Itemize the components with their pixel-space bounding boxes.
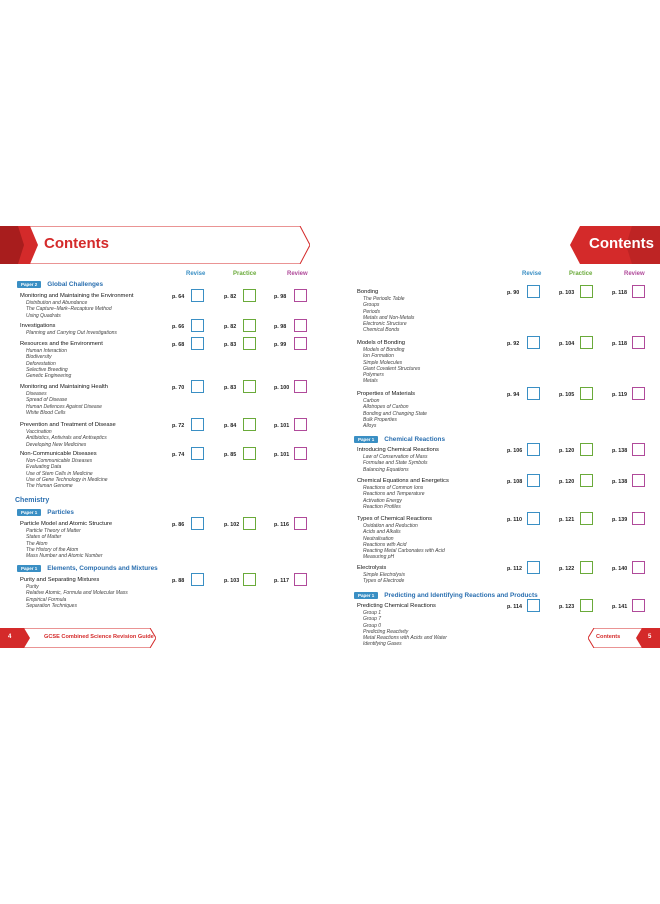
topic-title: Resources and the Environment — [20, 341, 103, 347]
subtopic: Activation Energy — [363, 497, 402, 504]
subtopic: Formulae and State Symbols — [363, 460, 428, 467]
page-ref-revise: p. 86 — [172, 522, 185, 528]
subtopic: Reaction Profiles — [363, 503, 401, 510]
revise-checkbox[interactable] — [527, 285, 540, 298]
subtopic: The Human Genome — [26, 483, 73, 490]
practice-checkbox[interactable] — [243, 573, 256, 586]
topic-title: Predicting Chemical Reactions — [357, 603, 436, 609]
page-ref-review: p. 117 — [274, 578, 289, 584]
subtopic: Use of Gene Technology in Medicine — [26, 476, 108, 483]
paper-tag — [17, 509, 74, 516]
subtopic: Using Quadrats — [26, 312, 61, 319]
revise-checkbox[interactable] — [527, 599, 540, 612]
toc-entry — [357, 447, 517, 473]
page-ref-practice: p. 83 — [224, 385, 237, 391]
subtopic: Spread of Disease — [26, 397, 68, 404]
practice-checkbox[interactable] — [243, 447, 256, 460]
paper-title: Global Challenges — [47, 281, 104, 288]
toc-entry — [357, 391, 520, 430]
revise-checkbox[interactable] — [191, 337, 204, 350]
subtopic: Purity — [26, 584, 39, 590]
page-ref-review: p. 99 — [274, 342, 287, 348]
subtopic: The Periodic Table — [363, 296, 405, 302]
page-number: 5 — [648, 634, 652, 640]
toc-entry — [357, 516, 517, 561]
page-ref-practice: p. 120 — [559, 448, 575, 454]
practice-checkbox[interactable] — [580, 443, 593, 456]
subtopic: Allotropes of Carbon — [363, 404, 409, 411]
toc-entry — [357, 289, 520, 334]
subtopic: Antibiotics, Antivirals and Antiseptics — [26, 435, 107, 442]
page-ref-practice: p. 82 — [224, 294, 237, 300]
page-ref-practice: p. 103 — [559, 290, 575, 296]
subtopic: Planning and Carrying Out Investigations — [26, 330, 117, 336]
toc-entry — [357, 478, 517, 510]
subtopic: Human Interaction — [26, 348, 67, 354]
subtopic: Human Defences Against Disease — [26, 403, 102, 410]
subtopic: Selective Breeding — [26, 366, 68, 373]
review-checkbox[interactable] — [632, 285, 645, 298]
practice-checkbox[interactable] — [580, 474, 593, 487]
subtopic: Separation Techniques — [26, 602, 77, 609]
footer-right — [588, 628, 660, 648]
page-number: 4 — [8, 634, 12, 640]
topic-title: Monitoring and Maintaining the Environment — [20, 293, 134, 299]
page-ref-practice: p. 103 — [224, 578, 240, 584]
review-checkbox[interactable] — [632, 474, 645, 487]
paper-title: Predicting and Identifying Reactions and Products — [384, 592, 538, 599]
subtopic: Models of Bonding — [363, 347, 405, 353]
page-ref-revise: p. 88 — [172, 578, 185, 584]
page-ref-revise: p. 110 — [507, 517, 522, 523]
toc-entry — [357, 565, 517, 585]
page-ref-review: p. 101 — [274, 452, 290, 458]
chemistry-heading: Chemistry — [15, 497, 50, 504]
practice-checkbox[interactable] — [243, 517, 256, 530]
revise-checkbox[interactable] — [191, 573, 204, 586]
col-revise-header: Revise — [522, 271, 542, 277]
subtopic: Diseases — [26, 391, 47, 397]
subtopic: The Atom — [26, 540, 48, 547]
revise-checkbox[interactable] — [527, 474, 540, 487]
practice-checkbox[interactable] — [243, 418, 256, 431]
practice-checkbox[interactable] — [580, 561, 593, 574]
page-ref-review: p. 98 — [274, 324, 287, 330]
page-ref-practice: p. 102 — [224, 522, 240, 528]
paper-tag — [17, 565, 158, 572]
page-ref-review: p. 119 — [612, 392, 627, 398]
subtopic: Groups — [363, 302, 380, 309]
subtopic: Types of Electrode — [363, 578, 405, 585]
page-ref-practice: p. 120 — [559, 479, 575, 485]
subtopic: Use of Stem Cells in Medicine — [26, 470, 93, 477]
page-ref-practice: p. 121 — [559, 517, 575, 523]
subtopic: Simple Molecules — [363, 359, 403, 366]
toc-entry — [20, 293, 180, 319]
subtopic: Reactions and Temperature — [363, 491, 425, 498]
toc-entry — [357, 603, 517, 648]
subtopic: Evaluating Data — [26, 464, 62, 471]
revise-checkbox[interactable] — [191, 289, 204, 302]
page-ref-revise: p. 74 — [172, 452, 185, 458]
topic-title: Bonding — [357, 289, 379, 295]
page-ref-review: p. 138 — [612, 479, 628, 485]
revise-checkbox[interactable] — [527, 387, 540, 400]
topic-title: Investigations — [20, 323, 56, 329]
paper-title: Particles — [47, 509, 74, 516]
page-ref-review: p. 101 — [274, 423, 290, 429]
subtopic: Electronic Structure — [363, 321, 407, 328]
subtopic: Alloys — [363, 423, 377, 430]
col-review-header: Review — [624, 271, 645, 277]
page-ref-practice: p. 85 — [224, 452, 237, 458]
col-practice-header: Practice — [233, 271, 257, 277]
review-checkbox[interactable] — [632, 561, 645, 574]
paper-title: Elements, Compounds and Mixtures — [47, 565, 158, 572]
revise-checkbox[interactable] — [527, 336, 540, 349]
page-ref-review: p. 98 — [274, 294, 287, 300]
subtopic: Periods — [363, 308, 380, 315]
subtopic: The Capture–Mark–Recapture Method — [26, 306, 112, 313]
topic-title: Introducing Chemical Reactions — [357, 447, 439, 453]
paper-tag — [17, 281, 103, 288]
subtopic: The History of the Atom — [26, 546, 79, 553]
revise-checkbox[interactable] — [527, 512, 540, 525]
subtopic: Metal Reactions with Acids and Water — [363, 635, 447, 642]
col-review-header: Review — [287, 271, 308, 277]
page-ref-review: p. 139 — [612, 517, 628, 523]
contents-banner-right — [570, 226, 660, 264]
revise-checkbox[interactable] — [191, 517, 204, 530]
subtopic: Reacting Metal Carbonates with Acid — [363, 548, 445, 555]
subtopic: Relative Atomic, Formula and Molecular Mass — [26, 590, 128, 597]
page-ref-practice: p. 83 — [224, 342, 237, 348]
review-checkbox[interactable] — [632, 599, 645, 612]
topic-title: Monitoring and Maintaining Health — [20, 384, 108, 390]
page-ref-review: p. 140 — [612, 566, 628, 572]
revise-checkbox[interactable] — [191, 447, 204, 460]
toc-entry — [20, 384, 180, 416]
page-ref-revise: p. 66 — [172, 324, 185, 330]
contents-banner-left — [0, 226, 310, 264]
subtopic: Neutralisation — [363, 535, 394, 542]
page-ref-review: p. 118 — [612, 290, 627, 296]
revise-checkbox[interactable] — [527, 561, 540, 574]
paper-tag — [354, 592, 538, 599]
subtopic: Acids and Alkalis — [363, 529, 401, 536]
page-ref-practice: p. 123 — [559, 604, 575, 610]
subtopic: Non-Communicable Diseases — [26, 458, 93, 464]
toc-entry — [20, 577, 180, 609]
subtopic: Simple Electrolysis — [363, 572, 405, 578]
subtopic: Distribution and Abundance — [26, 300, 88, 306]
subtopic: Group 1 — [363, 610, 382, 616]
subtopic: Biodiversity — [26, 354, 52, 361]
page-ref-revise: p. 92 — [507, 341, 520, 347]
toc-entry — [20, 451, 180, 489]
subtopic: Predicting Reactivity — [363, 628, 409, 635]
page-ref-revise: p. 112 — [507, 566, 522, 572]
subtopic: Identifying Gases — [363, 641, 402, 648]
subtopic: Reactions with Acid — [363, 541, 407, 548]
revise-checkbox[interactable] — [191, 319, 204, 332]
practice-checkbox[interactable] — [580, 285, 593, 298]
subtopic: States of Matter — [26, 534, 62, 541]
topic-title: Types of Chemical Reactions — [357, 516, 433, 522]
topic-title: Purity and Separating Mixtures — [20, 577, 100, 583]
paper-chip: Paper 1 — [17, 509, 41, 516]
subtopic: Ion Formation — [363, 353, 394, 360]
subtopic: Mass Number and Atomic Number — [26, 553, 103, 560]
topic-title: Properties of Materials — [357, 391, 415, 397]
topic-title: Non-Communicable Diseases — [20, 451, 97, 457]
review-checkbox[interactable] — [294, 380, 307, 393]
right-page — [330, 0, 660, 904]
topic-title: Prevention and Treatment of Disease — [20, 422, 116, 428]
page-ref-revise: p. 68 — [172, 342, 185, 348]
subtopic: Deforestation — [26, 360, 56, 367]
toc-entry — [20, 422, 180, 448]
page-ref-revise: p. 94 — [507, 392, 520, 398]
page-ref-practice: p. 105 — [559, 392, 575, 398]
subtopic: Measuring pH — [363, 554, 395, 561]
page-ref-revise: p. 90 — [507, 290, 520, 296]
practice-checkbox[interactable] — [580, 336, 593, 349]
subtopic: Empirical Formula — [26, 596, 67, 603]
subtopic: Balancing Equations — [363, 466, 409, 473]
subtopic: Metals — [363, 378, 378, 385]
review-checkbox[interactable] — [294, 337, 307, 350]
review-checkbox[interactable] — [294, 289, 307, 302]
review-checkbox[interactable] — [294, 319, 307, 332]
subtopic: Genetic Engineering — [26, 373, 72, 380]
page-ref-review: p. 118 — [612, 341, 627, 347]
page-ref-review: p. 141 — [612, 604, 628, 610]
subtopic: Vaccination — [26, 429, 52, 435]
subtopic: White Blood Cells — [26, 409, 66, 416]
subtopic: Bulk Properties — [363, 416, 397, 423]
subtopic: Reactions of Common Ions — [363, 485, 424, 491]
practice-checkbox[interactable] — [243, 289, 256, 302]
page-ref-revise: p. 70 — [172, 385, 185, 391]
subtopic: Metals and Non-Metals — [363, 314, 415, 321]
practice-checkbox[interactable] — [243, 380, 256, 393]
toc-entry — [20, 521, 180, 559]
toc-entry — [20, 323, 180, 336]
revise-checkbox[interactable] — [191, 418, 204, 431]
toc-entry — [357, 340, 520, 385]
practice-checkbox[interactable] — [580, 512, 593, 525]
paper-chip: Paper 1 — [354, 436, 378, 443]
paper-chip: Paper 2 — [17, 281, 41, 288]
review-checkbox[interactable] — [294, 447, 307, 460]
subtopic: Group 7 — [363, 616, 382, 623]
page-ref-practice: p. 122 — [559, 566, 575, 572]
review-checkbox[interactable] — [632, 512, 645, 525]
page-ref-revise: p. 106 — [507, 448, 523, 454]
revise-checkbox[interactable] — [191, 380, 204, 393]
footer-left — [0, 628, 156, 648]
review-checkbox[interactable] — [294, 418, 307, 431]
practice-checkbox[interactable] — [243, 337, 256, 350]
page-ref-review: p. 116 — [274, 522, 289, 528]
topic-title: Electrolysis — [357, 565, 387, 571]
review-checkbox[interactable] — [294, 573, 307, 586]
review-checkbox[interactable] — [632, 387, 645, 400]
page-ref-revise: p. 64 — [172, 294, 185, 300]
page-ref-practice: p. 84 — [224, 423, 237, 429]
page-ref-review: p. 100 — [274, 385, 290, 391]
subtopic: Group 0 — [363, 622, 382, 629]
paper-chip: Paper 1 — [354, 592, 378, 599]
subtopic: Chemical Bonds — [363, 327, 400, 334]
page-ref-review: p. 138 — [612, 448, 628, 454]
page-ref-revise: p. 114 — [507, 604, 522, 610]
practice-checkbox[interactable] — [580, 599, 593, 612]
paper-title: Chemical Reactions — [384, 436, 445, 443]
page-title: Contents — [589, 235, 654, 252]
toc-entry — [20, 341, 180, 379]
subtopic: Giant Covalent Structures — [363, 365, 421, 372]
col-practice-header: Practice — [569, 271, 593, 277]
paper-chip: Paper 1 — [17, 565, 41, 572]
page-ref-revise: p. 108 — [507, 479, 523, 485]
subtopic: Carbon — [363, 398, 380, 404]
review-checkbox[interactable] — [632, 443, 645, 456]
review-checkbox[interactable] — [632, 336, 645, 349]
practice-checkbox[interactable] — [243, 319, 256, 332]
page-ref-revise: p. 72 — [172, 423, 185, 429]
subtopic: Oxidation and Reduction — [363, 523, 418, 529]
topic-title: Models of Bonding — [357, 340, 406, 346]
topic-title: Particle Model and Atomic Structure — [20, 521, 113, 527]
page-ref-practice: p. 82 — [224, 324, 237, 330]
subtopic: Developing New Medicines — [26, 441, 87, 448]
subtopic: Bonding and Changing State — [363, 410, 427, 417]
page-title: Contents — [44, 235, 109, 252]
topic-title: Chemical Equations and Energetics — [357, 478, 449, 484]
revise-checkbox[interactable] — [527, 443, 540, 456]
paper-tag — [354, 436, 445, 443]
footer-section: Contents — [596, 634, 621, 640]
subtopic: Particle Theory of Matter — [26, 528, 81, 534]
subtopic: Law of Conservation of Mass — [363, 454, 428, 460]
col-revise-header: Revise — [186, 271, 206, 277]
practice-checkbox[interactable] — [580, 387, 593, 400]
review-checkbox[interactable] — [294, 517, 307, 530]
book-title: GCSE Combined Science Revision Guide — [44, 634, 154, 640]
page-ref-practice: p. 104 — [559, 341, 575, 347]
subtopic: Polymers — [363, 372, 384, 379]
